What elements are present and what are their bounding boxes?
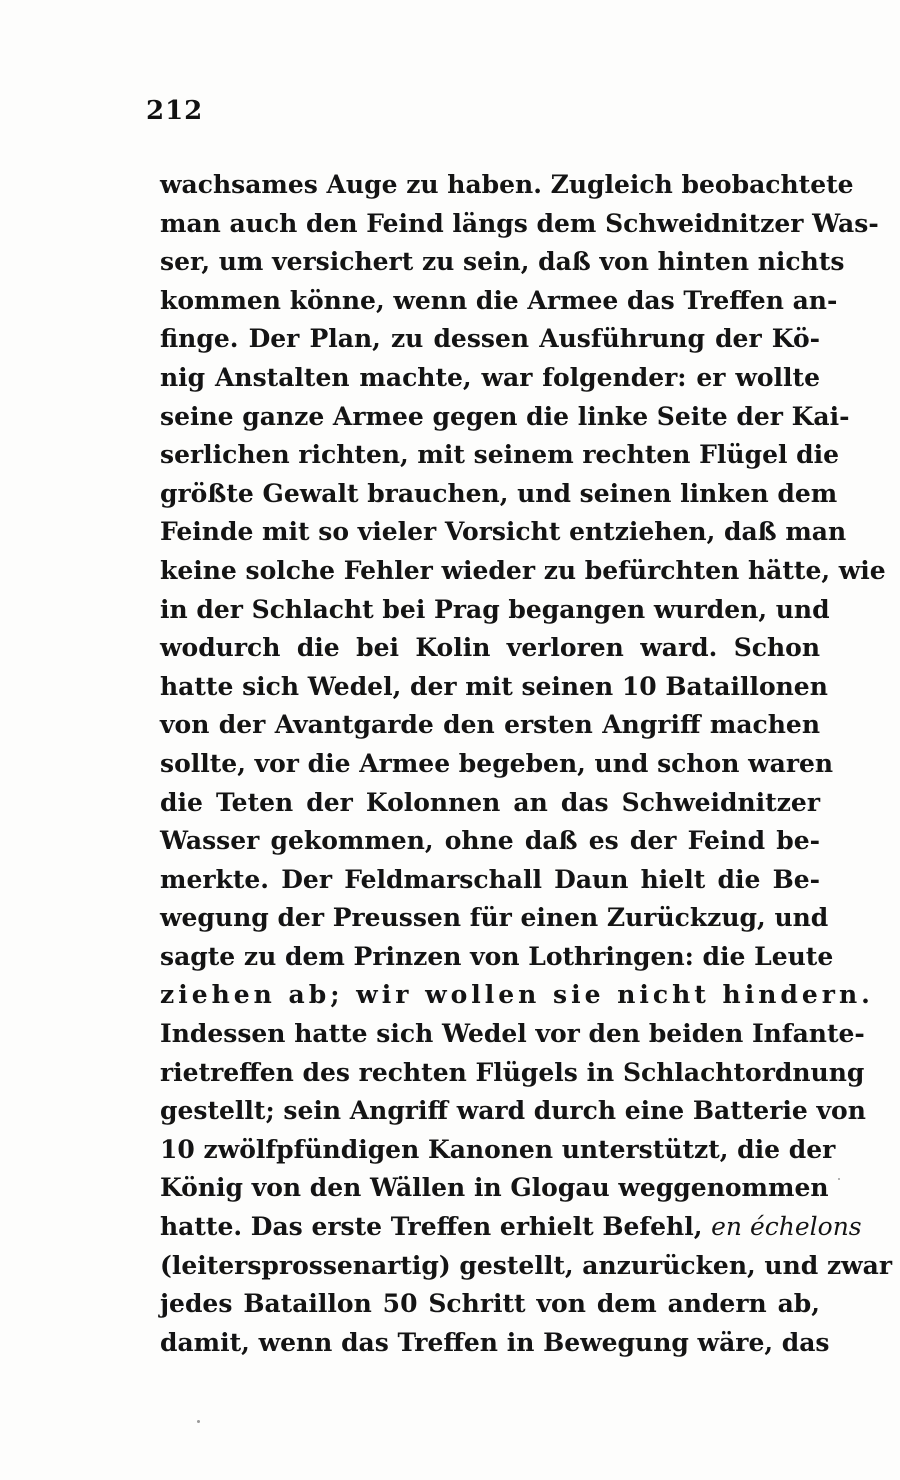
text-line-with-italic [160,1208,862,1247]
text-line: merkte. Der Feldmarschall Daun hielt die Be- [160,864,820,894]
text-line: finge. Der Plan, zu dessen Ausführung der Kö- [160,324,820,354]
text-line: man auch den Feind längs dem Schweidnitzer Was- [160,208,879,238]
text-line: Feinde mit so vieler Vorsicht entziehen, daß man [160,517,847,547]
text-line: die Teten der Kolonnen an das Schweidnitzer [160,787,820,817]
text-line: hatte sich Wedel, der mit seinen 10 Bataillonen [160,671,828,701]
text-line-emphasis: ziehen ab; wir wollen sie nicht hindern. [160,980,874,1010]
text-line: Wasser gekommen, ohne daß es der Feind be- [160,826,820,856]
text-line: keine solche Fehler wieder zu befürchten hätte, wie [160,555,886,585]
text-line: wegung der Preussen für einen Zurückzug, und [160,903,829,933]
text-line: (leitersprossenartig) gestellt, anzurücken, und zwar [160,1250,893,1280]
text-line: nig Anstalten machte, war folgender: er wollte [160,362,820,392]
text-line: von der Avantgarde den ersten Angriff machen [160,710,820,740]
text-line: sollte, vor die Armee begeben, und schon waren [160,748,834,778]
text-line: Indessen hatte sich Wedel vor den beiden Infante- [160,1019,865,1049]
text-line: sagte zu dem Prinzen von Lothringen: die Leute [160,941,834,971]
paper-speck [197,1420,200,1423]
text-segment: hatte. Das erste Treffen erhielt Befehl, [160,1212,712,1242]
text-line: seine ganze Armee gegen die linke Seite der Kai- [160,401,850,431]
text-line: ser, um versichert zu sein, daß von hinten nichts [160,247,845,277]
text-line: rietreffen des rechten Flügels in Schlachtordnung [160,1057,865,1087]
italic-phrase: en échelons [711,1212,862,1242]
text-line: größte Gewalt brauchen, und seinen linken dem [160,478,838,508]
text-line: damit, wenn das Treffen in Bewegung wäre, das [160,1327,830,1357]
paper-speck [838,1178,840,1180]
text-line: in der Schlacht bei Prag begangen wurden, und [160,594,830,624]
text-line: wachsames Auge zu haben. Zugleich beobachtete [160,170,854,199]
text-line: kommen könne, wenn die Armee das Treffen an- [160,285,838,315]
body-text [160,166,893,1362]
text-line: jedes Bataillon 50 Schritt von dem andern ab, [160,1289,820,1319]
text-line: serlichen richten, mit seinem rechten Flügel die [160,440,840,470]
text-line: König von den Wällen in Glogau weggenommen [160,1173,829,1203]
text-line: wodurch die bei Kolin verloren ward. Schon [160,633,820,663]
text-line: 10 zwölfpfündigen Kanonen unterstützt, die der [160,1134,836,1164]
text-line: gestellt; sein Angriff ward durch eine Batterie von [160,1096,866,1126]
page-number: 212 [146,96,204,126]
